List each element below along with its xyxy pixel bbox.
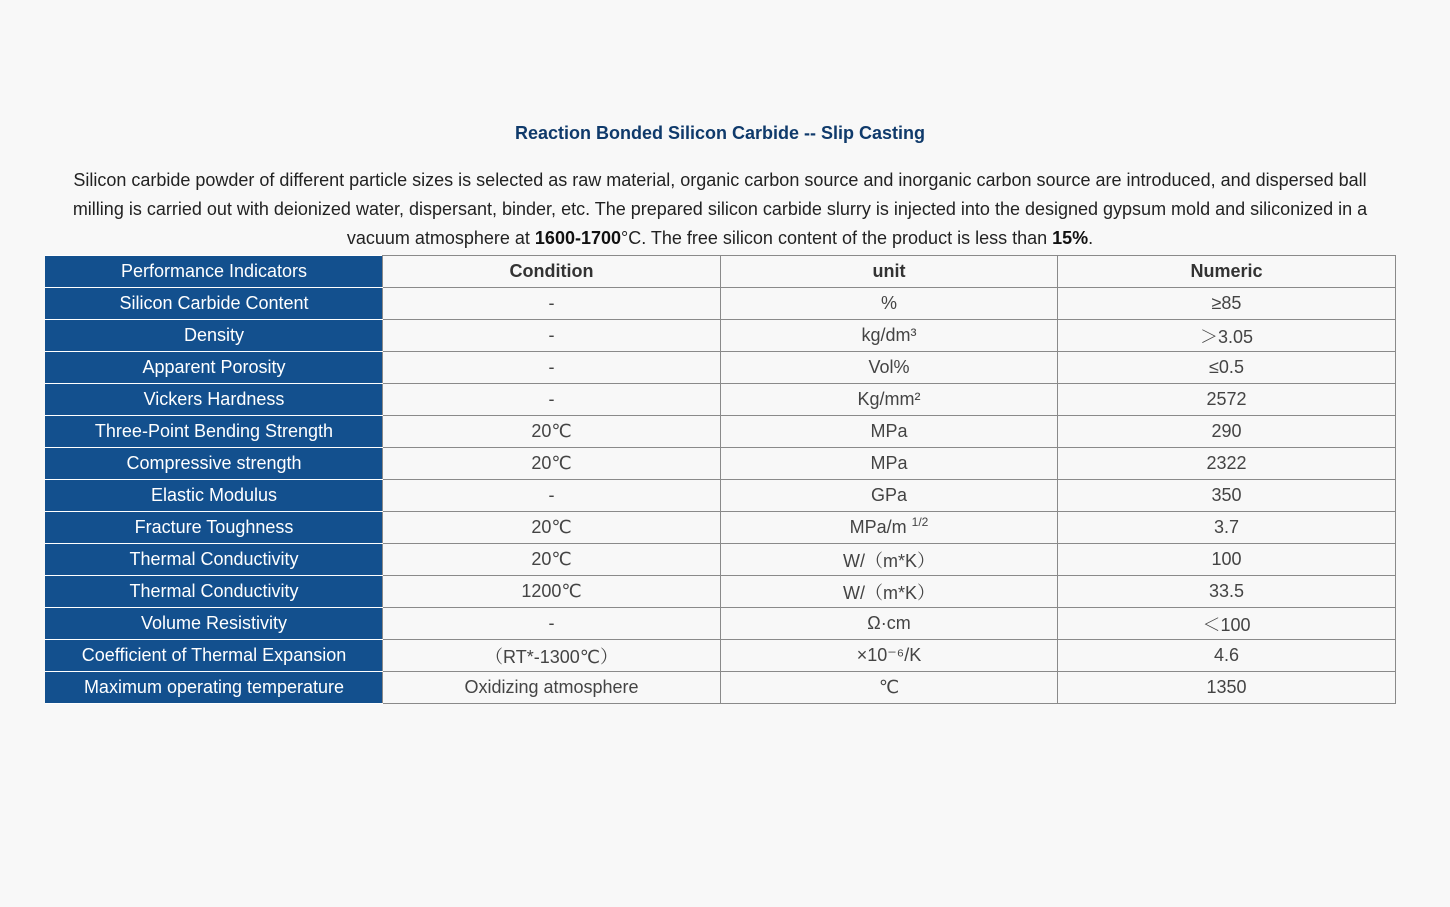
indicator-cell-text: Elastic Modulus (150, 485, 278, 505)
condition-cell (383, 512, 721, 544)
numeric-cell (1058, 480, 1396, 512)
indicator-cell-text: Thermal Conductivity (129, 549, 299, 569)
unit-cell (721, 512, 1058, 544)
table-row (46, 576, 1396, 608)
indicator-cell-text: Apparent Porosity (142, 357, 286, 377)
condition-cell (383, 544, 721, 576)
indicator-cell (46, 352, 383, 384)
condition-cell-text: Oxidizing atmosphere (464, 677, 639, 697)
numeric-cell (1058, 416, 1396, 448)
unit-cell (721, 288, 1058, 320)
unit-cell (721, 384, 1058, 416)
condition-cell (383, 384, 721, 416)
unit-cell-text: W/（m*K） (843, 582, 935, 603)
unit-cell-text: ×10⁻⁶/K (856, 645, 922, 665)
unit-cell-text: Kg/mm² (857, 389, 921, 409)
indicator-cell (46, 608, 383, 640)
table-row (46, 672, 1396, 704)
header-condition: Condition (383, 256, 721, 288)
numeric-cell-text: 290 (1211, 421, 1242, 441)
numeric-cell (1058, 544, 1396, 576)
unit-cell (721, 544, 1058, 576)
intro-percent: 15% (1052, 228, 1089, 248)
main-content (45, 120, 1395, 704)
condition-cell-text: - (548, 485, 555, 505)
numeric-cell (1058, 672, 1396, 704)
numeric-cell (1058, 288, 1396, 320)
intro-paragraph (45, 166, 1395, 253)
numeric-cell-text: 350 (1211, 485, 1242, 505)
condition-cell (383, 288, 721, 320)
numeric-cell (1058, 448, 1396, 480)
condition-cell-text: 1200℃ (521, 581, 582, 601)
numeric-cell-text: 33.5 (1208, 581, 1245, 601)
indicator-cell-text: Coefficient of Thermal Expansion (81, 645, 347, 665)
unit-cell (721, 320, 1058, 352)
condition-cell-text: 20℃ (531, 421, 572, 441)
numeric-cell (1058, 384, 1396, 416)
indicator-cell (46, 384, 383, 416)
table-row (46, 448, 1396, 480)
indicator-cell-text: Three-Point Bending Strength (94, 421, 334, 441)
properties-table (45, 255, 1396, 704)
indicator-cell (46, 288, 383, 320)
unit-cell (721, 672, 1058, 704)
header-numeric: Numeric (1058, 256, 1396, 288)
unit-cell-text: MPa (870, 421, 908, 441)
indicator-cell-text: Vickers Hardness (143, 389, 285, 409)
unit-cell-text: % (880, 293, 897, 313)
numeric-cell (1058, 576, 1396, 608)
condition-cell-text: - (548, 613, 555, 633)
unit-cell (721, 352, 1058, 384)
unit-cell-text: kg/dm³ (861, 325, 917, 345)
unit-cell-text: MPa/m (849, 517, 912, 537)
numeric-cell (1058, 640, 1396, 672)
intro-text-1: Silicon carbide powder of different particle sizes is selected as raw material, organic carbon source and inorganic carbon source are introduced, and dispersed ball milling is carried out with deionized water, dispersant, binder, etc. The prepared silicon carbide slurry is injected into the designed gypsum mold and siliconized in a vacuum atmosphere at (72, 170, 1368, 248)
condition-cell (383, 352, 721, 384)
indicator-cell (46, 640, 383, 672)
condition-cell-text: 20℃ (531, 549, 572, 569)
intro-temperature: 1600-1700 (534, 228, 622, 248)
condition-cell (383, 320, 721, 352)
table-row (46, 512, 1396, 544)
table-row (46, 288, 1396, 320)
unit-cell (721, 416, 1058, 448)
numeric-cell-text: 100 (1211, 549, 1242, 569)
indicator-cell-text: Fracture Toughness (134, 517, 294, 537)
condition-cell (383, 672, 721, 704)
page-title: Reaction Bonded Silicon Carbide -- Slip Casting (514, 123, 926, 143)
table-row (46, 416, 1396, 448)
condition-cell-text: （RT*-1300℃） (485, 646, 618, 667)
indicator-cell-text: Density (183, 325, 245, 345)
condition-cell (383, 640, 721, 672)
indicator-cell (46, 672, 383, 704)
numeric-cell (1058, 608, 1396, 640)
table-row (46, 480, 1396, 512)
numeric-cell (1058, 320, 1396, 352)
unit-cell-text: Vol% (868, 357, 910, 377)
numeric-cell-text: ≤0.5 (1209, 357, 1244, 377)
numeric-cell-text: 3.7 (1213, 517, 1240, 537)
unit-cell (721, 448, 1058, 480)
numeric-cell-text: 2572 (1206, 389, 1247, 409)
table-row (46, 384, 1396, 416)
unit-cell (721, 480, 1058, 512)
numeric-cell-text: 4.6 (1213, 645, 1240, 665)
unit-cell-text: Ω·cm (867, 613, 911, 633)
numeric-cell-text: 1350 (1206, 677, 1247, 697)
indicator-cell (46, 480, 383, 512)
indicator-cell (46, 512, 383, 544)
unit-cell (721, 608, 1058, 640)
numeric-cell-text: ＞3.05 (1199, 326, 1254, 347)
unit-cell-text: GPa (870, 485, 908, 505)
condition-cell (383, 480, 721, 512)
header-indicator: Performance Indicators (46, 256, 383, 288)
intro-text-3: . (1088, 228, 1094, 248)
numeric-cell (1058, 352, 1396, 384)
numeric-cell-text: ＜100 (1202, 614, 1251, 635)
table-row (46, 640, 1396, 672)
numeric-cell-text: 2322 (1206, 453, 1247, 473)
table-row (46, 608, 1396, 640)
condition-cell (383, 576, 721, 608)
condition-cell-text: - (548, 325, 555, 345)
indicator-cell (46, 320, 383, 352)
indicator-cell (46, 448, 383, 480)
unit-cell-text: MPa (870, 453, 908, 473)
table-body (46, 288, 1396, 704)
condition-cell-text: - (548, 293, 555, 313)
numeric-cell (1058, 512, 1396, 544)
numeric-cell-text: ≥85 (1211, 293, 1242, 313)
condition-cell (383, 448, 721, 480)
table-row (46, 320, 1396, 352)
indicator-cell (46, 576, 383, 608)
indicator-cell (46, 544, 383, 576)
indicator-cell-text: Compressive strength (126, 453, 302, 473)
indicator-cell-text: Volume Resistivity (140, 613, 288, 633)
condition-cell-text: 20℃ (531, 517, 572, 537)
condition-cell (383, 416, 721, 448)
header-unit: unit (721, 256, 1058, 288)
table-row (46, 544, 1396, 576)
unit-cell (721, 640, 1058, 672)
condition-cell-text: - (548, 357, 555, 377)
condition-cell-text: 20℃ (531, 453, 572, 473)
unit-cell (721, 576, 1058, 608)
indicator-cell-text: Silicon Carbide Content (119, 293, 309, 313)
condition-cell (383, 608, 721, 640)
unit-superscript: 1/2 (911, 515, 929, 529)
unit-cell-text: ℃ (878, 677, 900, 697)
intro-text-2: °C. The free silicon content of the product is less than (621, 228, 1053, 248)
indicator-cell-text: Maximum operating temperature (83, 677, 345, 697)
table-row (46, 352, 1396, 384)
table-header-row (46, 256, 1396, 288)
indicator-cell-text: Thermal Conductivity (129, 581, 299, 601)
indicator-cell (46, 416, 383, 448)
condition-cell-text: - (548, 389, 555, 409)
unit-cell-text: W/（m*K） (843, 550, 935, 571)
